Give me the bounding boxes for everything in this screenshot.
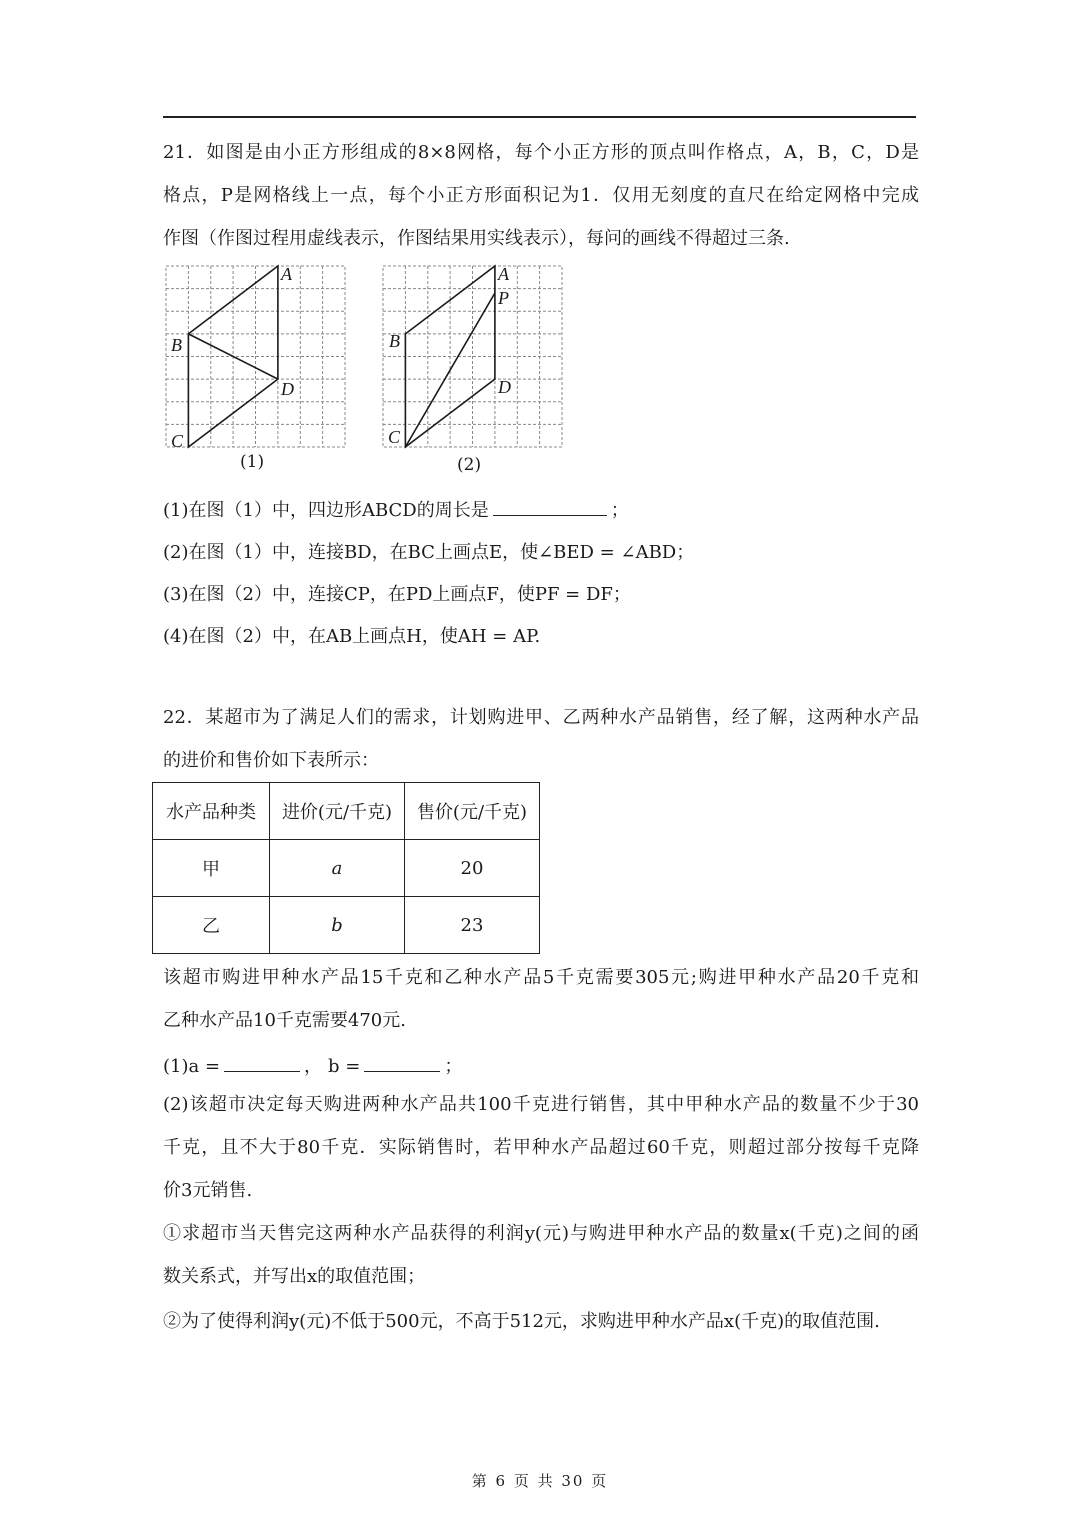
table-row [153, 840, 540, 897]
q22-conditions [163, 956, 919, 1042]
q22-sub-2-line-2: 千克，且不大于80千克．实际销售时，若甲种水产品超过60千克，则超过部分按每千克降 [163, 1137, 919, 1158]
table-cell: b [270, 897, 405, 954]
label-p: P [498, 288, 509, 308]
q21-sub-2: (2)在图（1）中，连接BD，在BC上画点E，使∠BED = ∠ABD； [163, 542, 695, 563]
q21-sub-3: (3)在图（2）中，连接CP，在PD上画点F，使PF = DF； [163, 584, 631, 605]
grid-figure-1 [163, 263, 353, 453]
page-footer: 第 6 页 共 30 页 [471, 1472, 609, 1490]
answer-blank-b [364, 1070, 440, 1072]
q21-line-1: 21．如图是由小正方形组成的8×8网格，每个小正方形的顶点叫作格点，A，B，C，D是 [163, 142, 919, 163]
q21-sub-1-end: ； [610, 500, 629, 521]
label-d: D [281, 379, 294, 399]
q21-sub-1-text: (1)在图（1）中，四边形ABCD的周长是 [163, 500, 489, 521]
table-header: 售价(元/千克) [405, 783, 540, 840]
table-cell: 20 [405, 840, 540, 897]
price-table [152, 782, 540, 954]
q22-condition-line-2: 乙种水产品10千克需要470元. [163, 1010, 406, 1031]
q22-sub-1-a: (1)a = [163, 1056, 221, 1077]
label-c: C [171, 431, 184, 451]
label-c-2: C [388, 427, 401, 447]
q22-sub-2-line-3: 价3元销售. [163, 1180, 253, 1201]
q22-stem [163, 696, 919, 782]
grid-figure-2 [380, 263, 570, 453]
q22-sub-2-line-1: (2)该超市决定每天购进两种水产品共100千克进行销售，其中甲种水产品的数量不少于30 [163, 1094, 919, 1115]
q21-figure-1 [163, 263, 353, 457]
q22-line-2: 的进价和售价如下表所示： [163, 750, 379, 771]
q22-sub-1-sep: ， [304, 1056, 323, 1077]
table-header: 进价(元/千克) [270, 783, 405, 840]
label-d-2: D [498, 377, 511, 397]
q21-line-2: 格点，P是网格线上一点，每个小正方形面积记为1．仅用无刻度的直尺在给定网格中完成 [163, 185, 919, 206]
q22-part-1-line-1: ①求超市当天售完这两种水产品获得的利润y(元)与购进甲种水产品的数量x(千克)之间的函 [163, 1223, 919, 1244]
table-cell: 甲 [153, 840, 270, 897]
q21-sub-1 [163, 496, 629, 522]
q22-part-2: ②为了使得利润y(元)不低于500元，不高于512元，求购进甲种水产品x(千克)的取值范围. [163, 1311, 880, 1332]
figure-2-caption: (2) [457, 455, 482, 475]
table-header: 水产品种类 [153, 783, 270, 840]
label-b: B [171, 335, 182, 355]
q22-sub-2 [163, 1083, 919, 1212]
q22-condition-line-1: 该超市购进甲种水产品15千克和乙种水产品5千克需要305元;购进甲种水产品20千克和 [163, 967, 919, 988]
q21-stem [163, 131, 919, 260]
q22-sub-1-b: b = [328, 1056, 361, 1077]
label-a: A [281, 264, 292, 284]
answer-blank-perimeter [493, 514, 607, 516]
table-cell: 乙 [153, 897, 270, 954]
q22-sub-1 [163, 1052, 462, 1078]
label-a-2: A [498, 264, 509, 284]
q21-sub-4: (4)在图（2）中，在AB上画点H，使AH = AP. [163, 626, 541, 647]
q22-part-1 [163, 1212, 919, 1298]
table-cell: 23 [405, 897, 540, 954]
table-cell: a [270, 840, 405, 897]
header-rule [163, 116, 916, 118]
q21-figure-2 [380, 263, 570, 457]
figure-1-caption: (1) [240, 452, 265, 472]
q22-line-1: 22．某超市为了满足人们的需求，计划购进甲、乙两种水产品销售，经了解，这两种水产品 [163, 707, 919, 728]
table-row [153, 897, 540, 954]
q21-line-3: 作图（作图过程用虚线表示，作图结果用实线表示），每问的画线不得超过三条. [163, 228, 790, 249]
q22-part-1-line-2: 数关系式，并写出x的取值范围； [163, 1266, 426, 1287]
label-b-2: B [389, 331, 400, 351]
table-header-row [153, 783, 540, 840]
q22-sub-1-end: ； [444, 1056, 463, 1077]
answer-blank-a [224, 1070, 300, 1072]
